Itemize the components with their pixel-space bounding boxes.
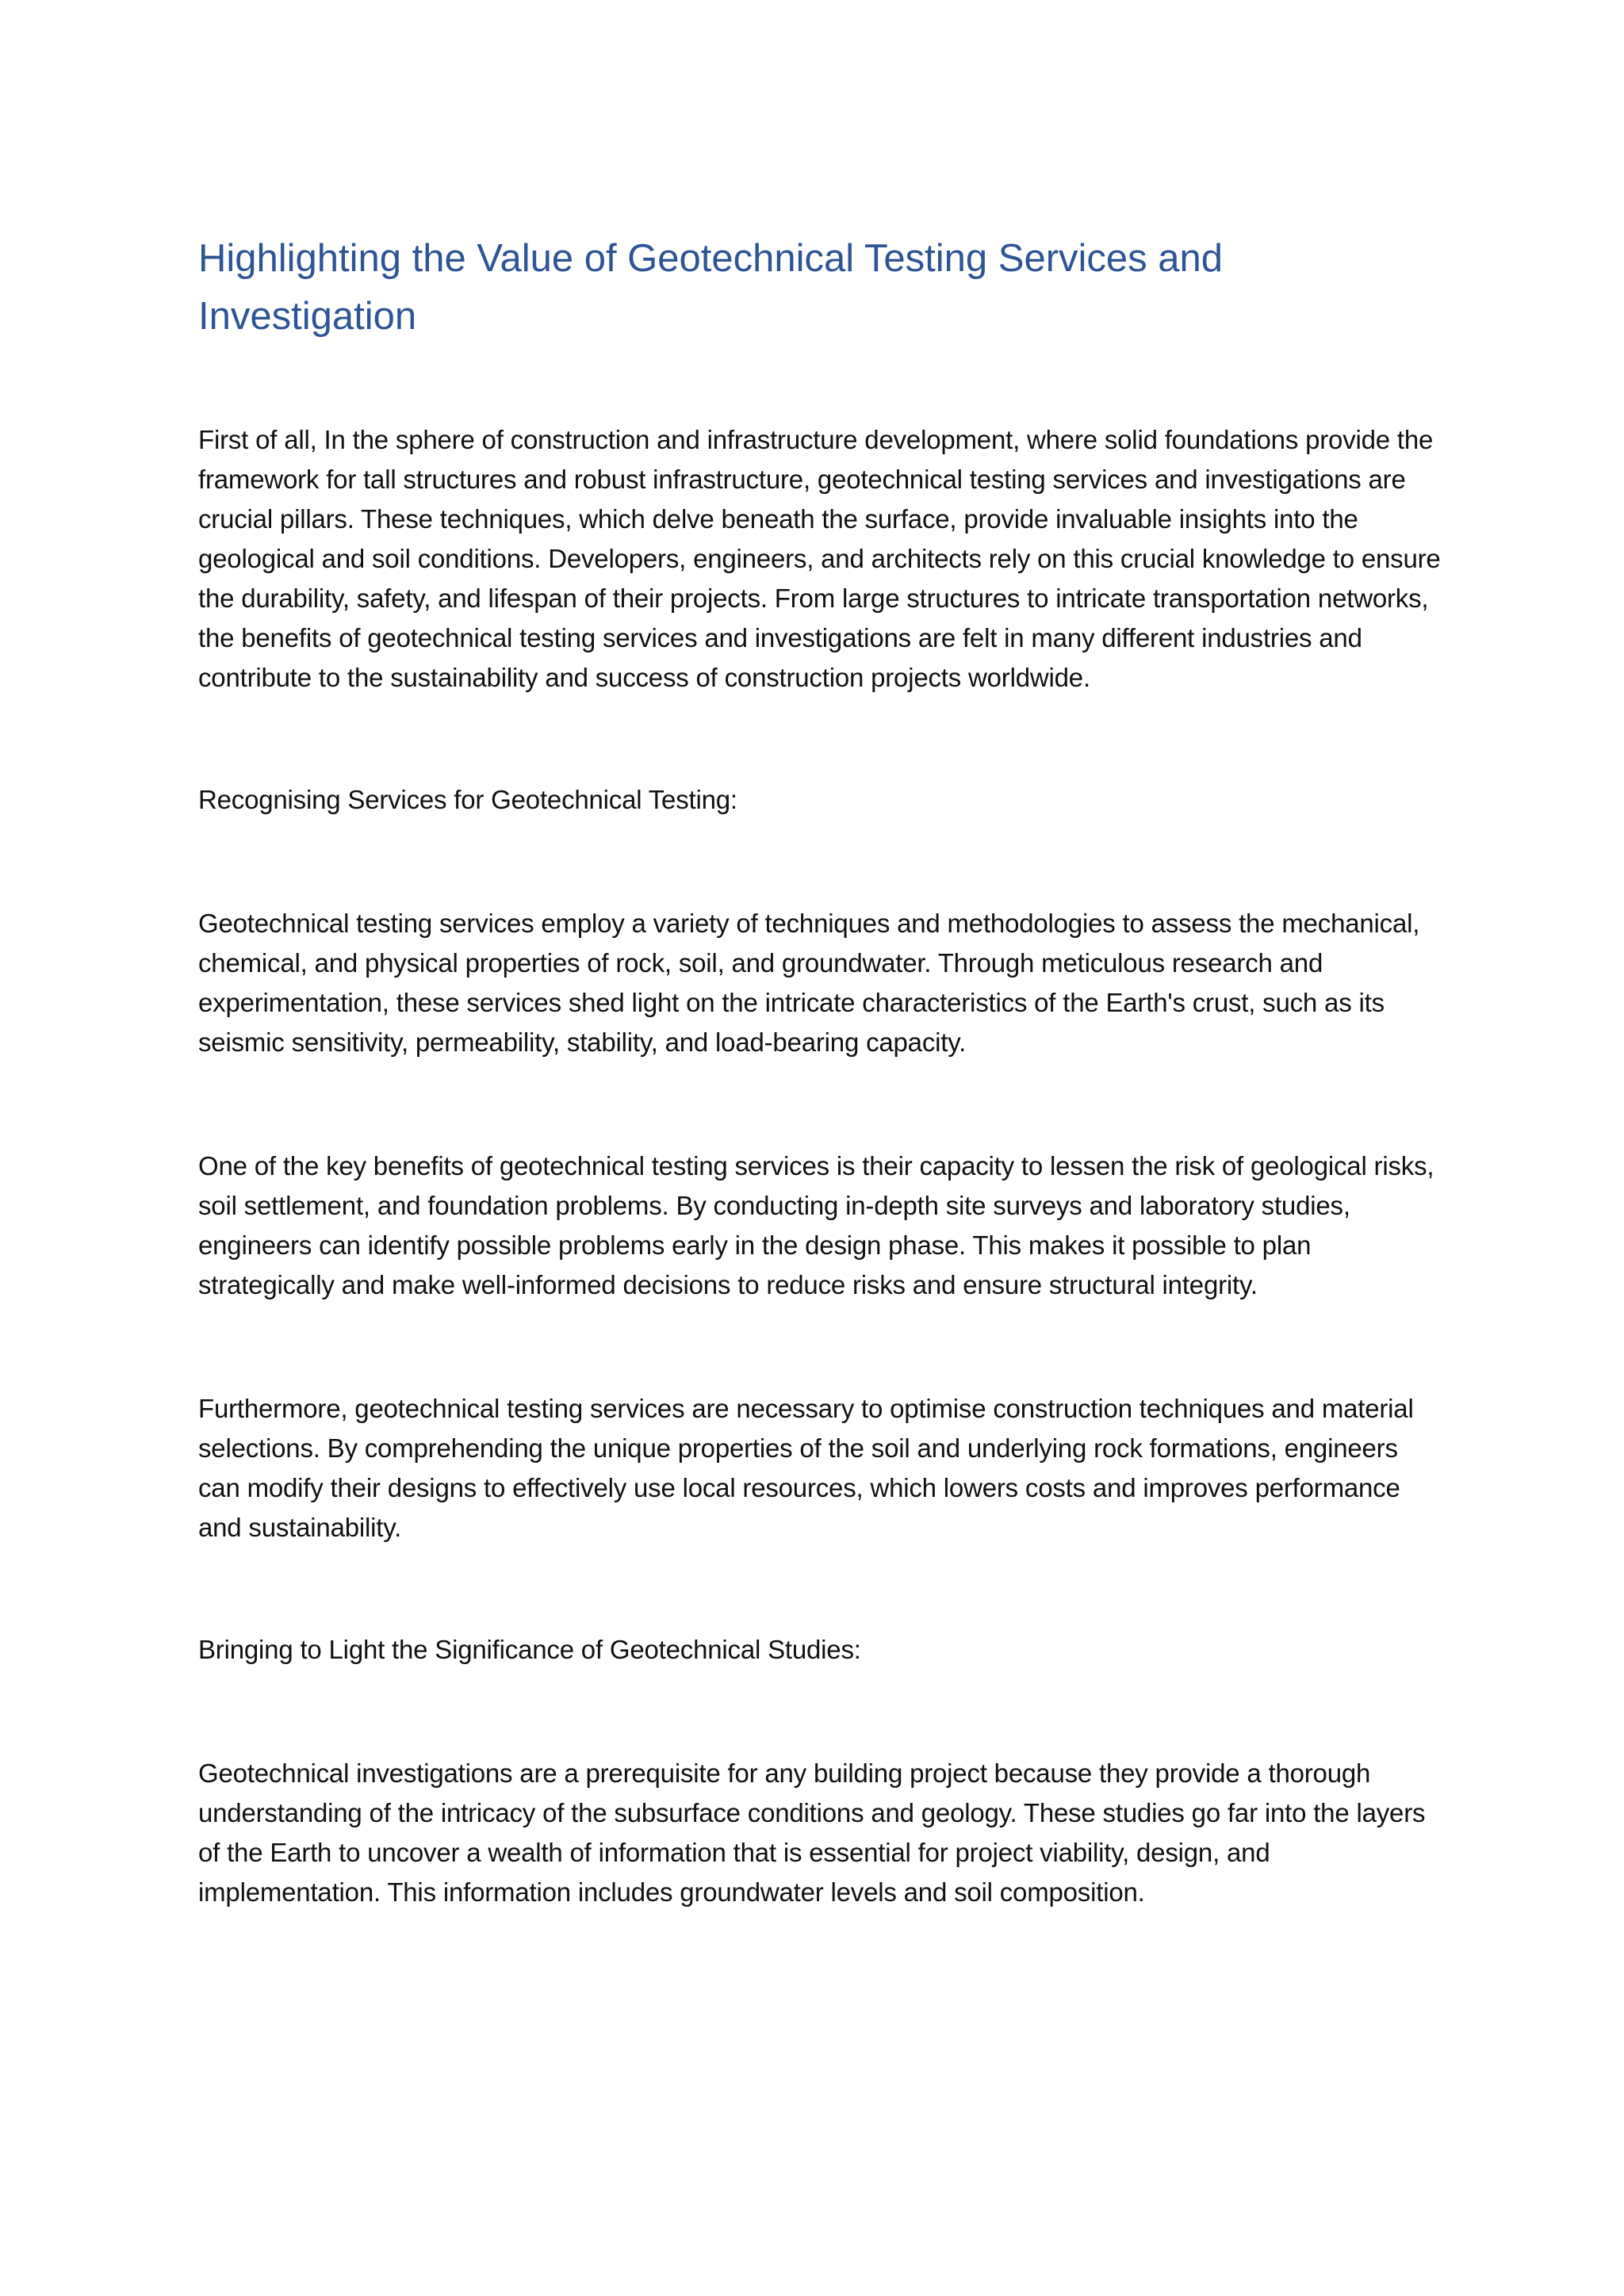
- section-heading-testing-services: Recognising Services for Geotechnical Testing:: [198, 785, 737, 814]
- document-body: [198, 230, 1443, 1912]
- paragraph-investigations: Geotechnical investigations are a prerequisite for any building project because they provide a thorough understanding of the intricacy of the subsurface conditions and geology. These studies go far into the layers of the Earth to uncover a wealth of information that is essential for project viability, design, and implementation. This information includes groundwater levels and soil composition.: [198, 1758, 1426, 1907]
- document-title: Highlighting the Value of Geotechnical Testing Services and Investigation: [198, 237, 1224, 338]
- paragraph-optimisation: Furthermore, geotechnical testing services are necessary to optimise construction techniques and material selections. By comprehending the unique properties of the soil and underlying rock formations, engineers can modify their designs to effectively use local resources, which lowers costs and improves performance and sustainability.: [198, 1394, 1414, 1542]
- section-heading-geotechnical-studies: Bringing to Light the Significance of Geotechnical Studies:: [198, 1635, 861, 1664]
- paragraph-introduction: First of all, In the sphere of construction and infrastructure development, where solid foundations provide the framework for tall structures and robust infrastructure, geotechnical testing services and investigations are crucial pillars. These techniques, which delve beneath the surface, provide invaluable insights into the geological and soil conditions. Developers, engineers, and architects rely on this crucial knowledge to ensure the durability, safety, and lifespan of their projects. From large structures to intricate transportation networks, the benefits of geotechnical testing services and investigations are felt in many different industries and contribute to the sustainability and success of construction projects worldwide.: [198, 425, 1441, 692]
- paragraph-risk-reduction: One of the key benefits of geotechnical testing services is their capacity to lessen the risk of geological risks, soil settlement, and foundation problems. By conducting in-depth site surveys and laboratory studies, engineers can identify possible problems early in the design phase. This makes it possible to plan strategically and make well-informed decisions to reduce risks and ensure structural integrity.: [198, 1151, 1434, 1299]
- paragraph-testing-techniques: Geotechnical testing services employ a variety of techniques and methodologies to assess the mechanical, chemical, and physical properties of rock, soil, and groundwater. Through meticulous research and experimentation, these services shed light on the intricate characteristics of the Earth's crust, such as its seismic sensitivity, permeability, stability, and load-bearing capacity.: [198, 909, 1420, 1057]
